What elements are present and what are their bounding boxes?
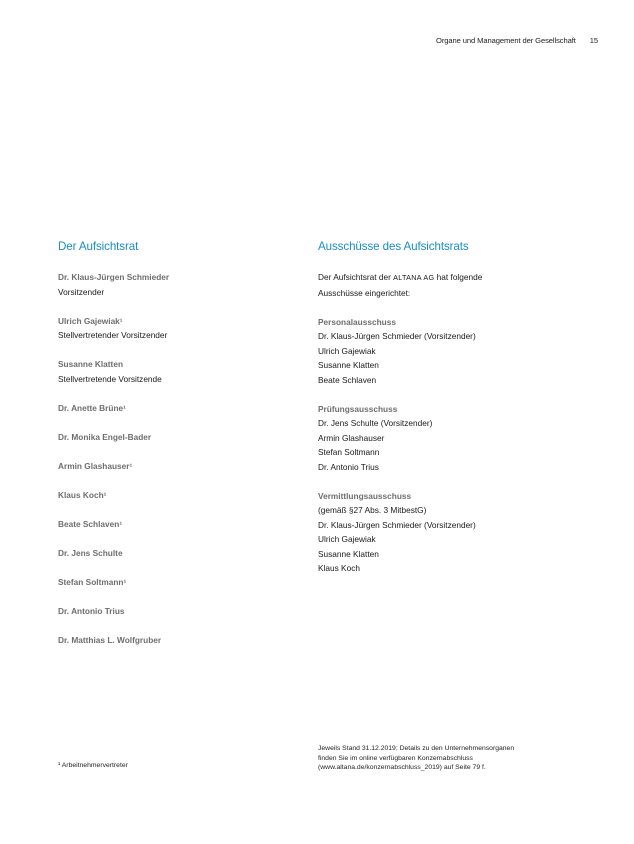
- committee-item: [318, 402, 598, 475]
- member-name: Beate Schlaven¹: [58, 518, 123, 529]
- intro-post: hat folgende: [436, 272, 483, 282]
- committees-intro: [318, 270, 598, 300]
- member-list: [58, 270, 308, 647]
- committee-member: Dr. Antonio Trius: [318, 461, 379, 472]
- intro-pre: Der Aufsichtsrat der: [318, 272, 391, 282]
- member-role: Stellvertretender Vorsitzender: [58, 330, 168, 340]
- member-item: [58, 575, 308, 590]
- member-item: [58, 401, 308, 416]
- member-item: [58, 517, 308, 532]
- committee-name: Prüfungsausschuss: [318, 403, 398, 414]
- committee-member: Ulrich Gajewiak: [318, 345, 376, 356]
- member-item: [58, 459, 308, 474]
- member-item: [58, 546, 308, 561]
- footnote-employee-reps: ¹ Arbeitnehmervertreter: [58, 762, 128, 769]
- committee-member: Dr. Klaus-Jürgen Schmieder (Vorsitzender): [318, 519, 476, 530]
- committee-item: [318, 315, 598, 388]
- header-section-title: Organe und Management der Gesellschaft: [436, 36, 576, 45]
- member-name: Dr. Matthias L. Wolfgruber: [58, 634, 162, 645]
- footnote-line: Jeweils Stand 31.12.2019; Details zu den Unternehmensorganen: [318, 745, 515, 752]
- member-item: [58, 357, 308, 386]
- member-name: Ulrich Gajewiak¹: [58, 315, 123, 326]
- committee-item: [318, 489, 598, 576]
- member-item: [58, 270, 308, 299]
- committee-member: (gemäß §27 Abs. 3 MitbestG): [318, 505, 427, 515]
- member-name: Dr. Anette Brüne¹: [58, 402, 126, 413]
- committees-title: Ausschüsse des Aufsichtsrats: [318, 240, 469, 253]
- member-item: [58, 488, 308, 503]
- committee-member: Susanne Klatten: [318, 360, 379, 370]
- page-number: 15: [589, 36, 598, 45]
- page-header: [436, 36, 598, 45]
- member-item: [58, 633, 308, 648]
- member-name: Dr. Klaus-Jürgen Schmieder: [58, 272, 170, 282]
- committee-member: Stefan Soltmann: [318, 447, 380, 457]
- footnote-status: [318, 744, 578, 773]
- committee-list: [318, 315, 598, 576]
- committee-name: Vermittlungsausschuss: [318, 490, 412, 501]
- member-name: Dr. Monika Engel-Bader: [58, 431, 152, 442]
- committee-member: Beate Schlaven: [318, 374, 377, 385]
- member-name: Dr. Jens Schulte: [58, 547, 123, 558]
- member-name: Dr. Antonio Trius: [58, 605, 125, 616]
- intro-company: ALTANA AG: [393, 273, 435, 282]
- footnote-line: finden Sie im online verfügbaren Konzernabschluss: [318, 754, 473, 762]
- member-name: Klaus Koch¹: [58, 489, 107, 500]
- member-item: [58, 314, 308, 343]
- committee-member: Susanne Klatten: [318, 548, 379, 559]
- member-item: [58, 430, 308, 445]
- member-item: [58, 604, 308, 619]
- committee-member: Klaus Koch: [318, 563, 360, 573]
- committee-member: Armin Glashauser: [318, 432, 385, 443]
- member-role: Vorsitzender: [58, 286, 105, 297]
- committee-name: Personalausschuss: [318, 316, 396, 327]
- committee-member: Ulrich Gajewiak: [318, 534, 376, 544]
- committees-column: [318, 240, 598, 590]
- supervisory-board-column: [58, 240, 308, 662]
- member-name: Stefan Soltmann¹: [58, 576, 127, 587]
- committee-member: Dr. Jens Schulte (Vorsitzender): [318, 418, 433, 428]
- member-name: Susanne Klatten: [58, 359, 124, 369]
- supervisory-board-title: Der Aufsichtsrat: [58, 240, 139, 253]
- intro-line2: Ausschüsse eingerichtet:: [318, 287, 411, 298]
- committee-member: Dr. Klaus-Jürgen Schmieder (Vorsitzender): [318, 331, 476, 341]
- footnote-line: (www.altana.de/konzernabschluss_2019) auf Seite 79 f.: [318, 764, 486, 771]
- member-name: Armin Glashauser¹: [58, 460, 133, 471]
- member-role: Stellvertretende Vorsitzende: [58, 373, 162, 384]
